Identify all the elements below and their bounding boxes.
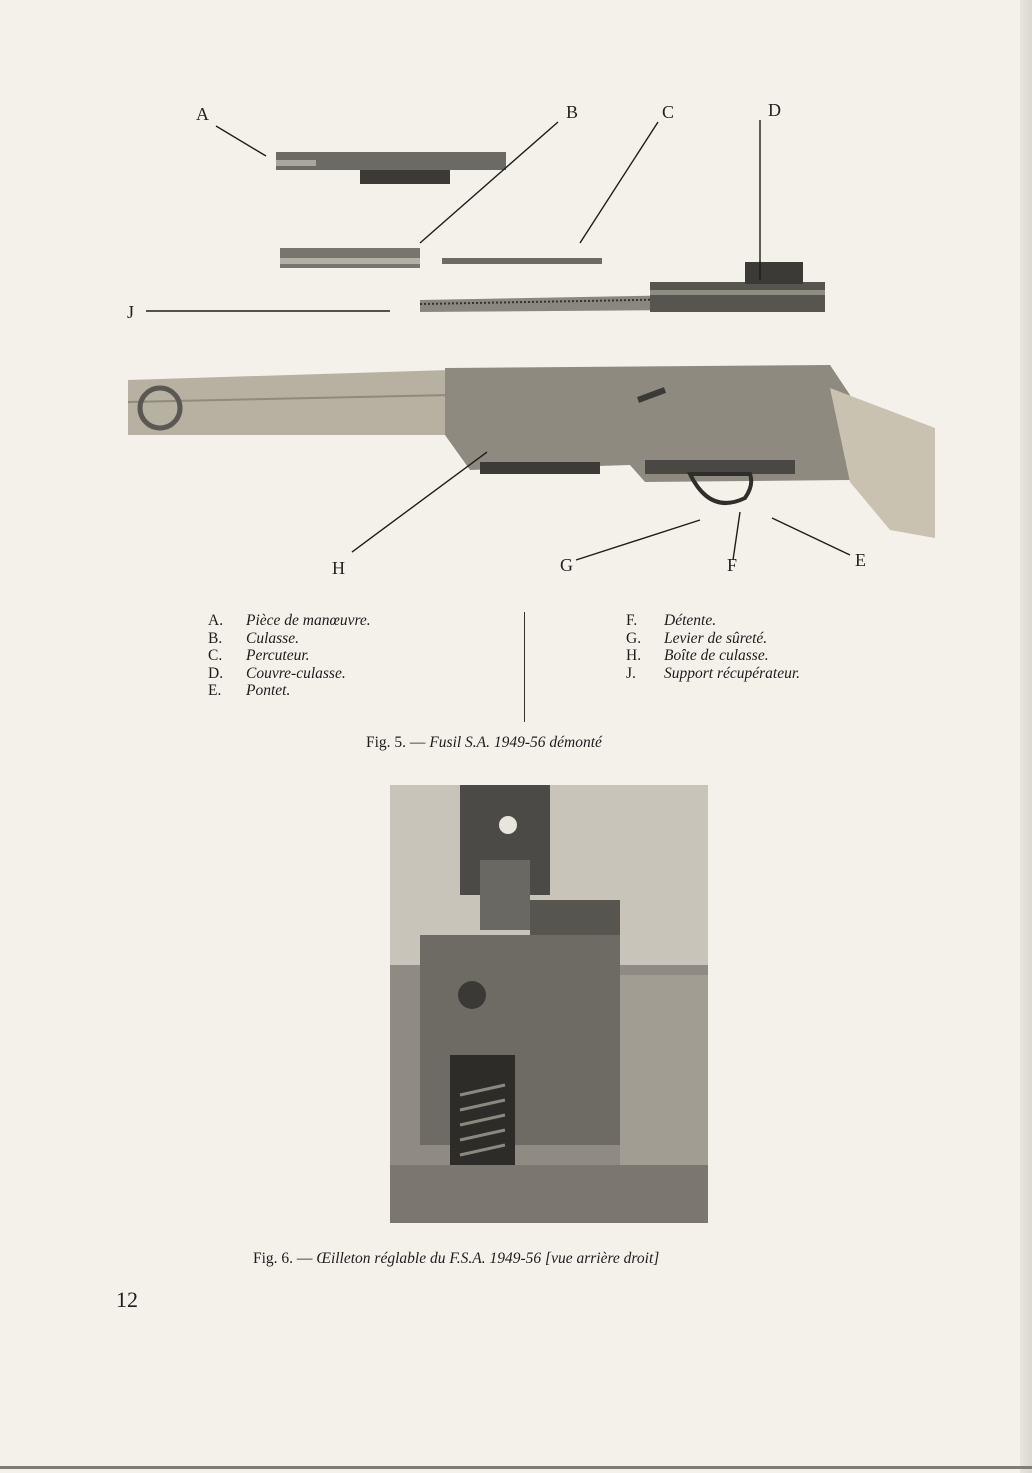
legend-item: F. Détente. xyxy=(626,612,717,629)
legend-item: E. Pontet. xyxy=(208,682,291,700)
legend-item: G. Levier de sûreté. xyxy=(626,629,768,647)
page-number: 12 xyxy=(116,1287,138,1312)
legend-item: J. Support récupérateur. xyxy=(626,664,801,682)
callout-lines xyxy=(0,0,1032,620)
figure-6-caption xyxy=(253,1250,659,1268)
caption-prefix: Fig. 5. — xyxy=(366,734,426,751)
legend-item: H. Boîte de culasse. xyxy=(626,647,769,665)
callout-e: E xyxy=(855,550,866,570)
legend-item: B. Culasse. xyxy=(208,629,299,647)
callout-g: G xyxy=(560,555,573,575)
legend-item: A. Pièce de manœuvre. xyxy=(208,612,371,629)
rear-sight-illustration xyxy=(390,785,708,1223)
legend-item: C. Percuteur. xyxy=(208,647,310,665)
legend-column-left xyxy=(208,612,371,700)
callout-c: C xyxy=(662,102,675,122)
figure-5-caption xyxy=(366,734,602,752)
caption-title: Fusil S.A. 1949-56 démonté xyxy=(429,734,602,751)
callout-d: D xyxy=(768,100,781,120)
caption-prefix: Fig. 6. — xyxy=(253,1250,313,1267)
legend-item: D. Couvre-culasse. xyxy=(208,664,346,682)
callout-a: A xyxy=(196,104,209,124)
caption-title: Œilleton réglable du F.S.A. 1949-56 [vue arrière droit] xyxy=(316,1250,660,1267)
bottom-edge xyxy=(0,1466,1032,1469)
callout-h: H xyxy=(332,558,345,578)
figure-5-legend xyxy=(208,612,868,722)
callout-f: F xyxy=(727,555,738,575)
legend-divider xyxy=(524,612,525,722)
callout-b: B xyxy=(566,102,579,122)
callout-j: J xyxy=(127,302,135,322)
page-edge xyxy=(1020,0,1032,1473)
figure-6-photo xyxy=(390,785,708,1223)
legend-column-right xyxy=(626,612,800,682)
